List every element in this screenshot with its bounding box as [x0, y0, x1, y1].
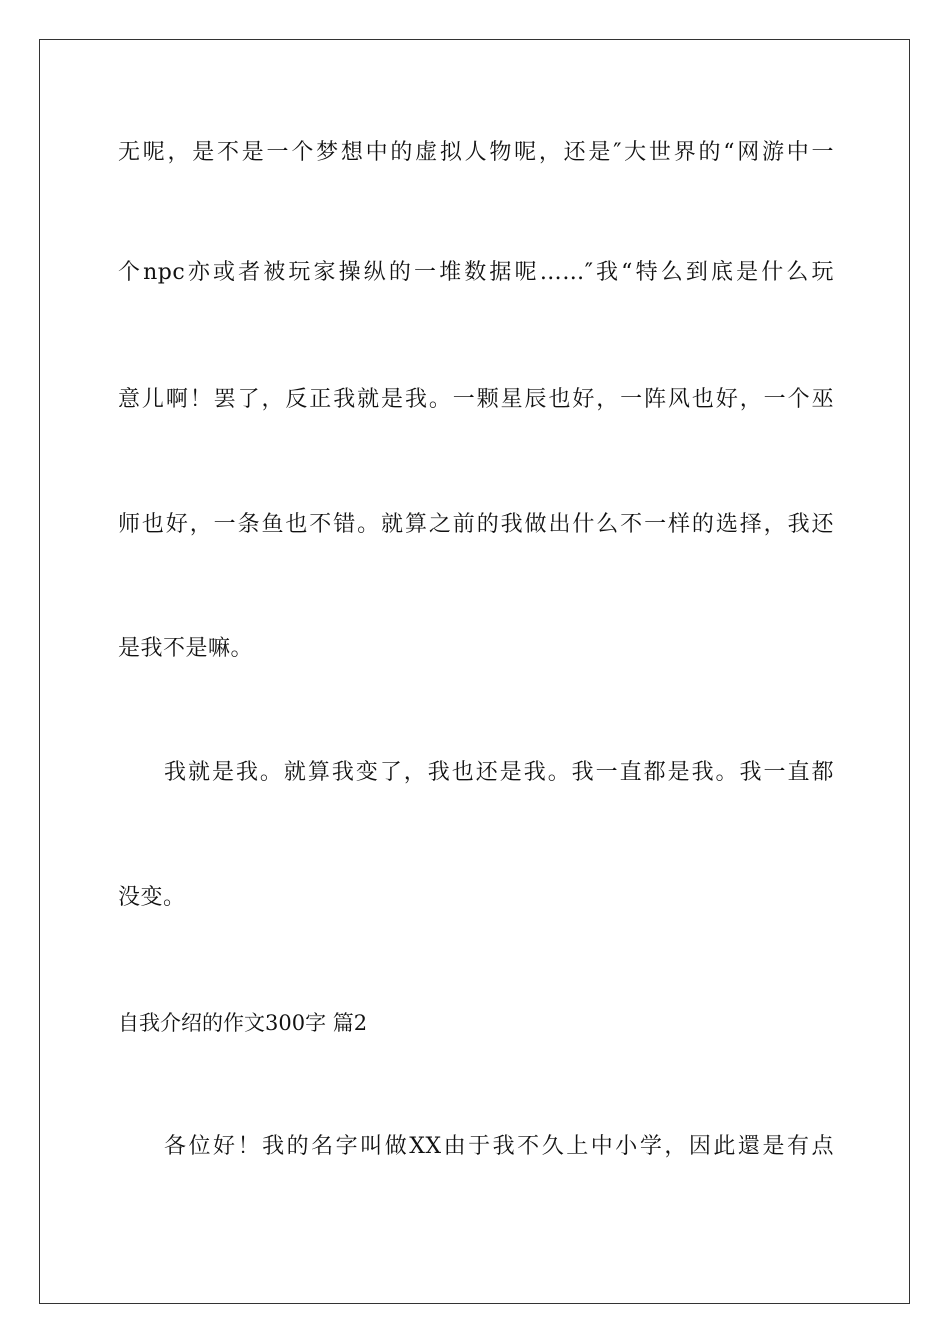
- paragraph-line: 个npc亦或者被玩家操纵的一堆数据呢……″我“特么到底是什么玩: [118, 260, 834, 285]
- paragraph-line: 各位好！我的名字叫做XX由于我不久上中小学，因此還是有点: [164, 1134, 834, 1159]
- paragraph-line: 是我不是嘛。: [118, 636, 254, 661]
- paragraph-line: 师也好，一条鱼也不错。就算之前的我做出什么不一样的选择，我还: [118, 512, 834, 537]
- paragraph-line: 意儿啊！罢了，反正我就是我。一颗星辰也好，一阵风也好，一个巫: [118, 387, 834, 412]
- section-heading: 自我介绍的作文300字 篇2: [118, 1011, 368, 1035]
- paragraph-line: 我就是我。就算我变了，我也还是我。我一直都是我。我一直都: [164, 760, 834, 785]
- page-frame: [39, 39, 910, 1304]
- paragraph-line: 无呢，是不是一个梦想中的虚拟人物呢，还是″大世界的“网游中一: [118, 140, 834, 165]
- paragraph-line: 没变。: [118, 885, 186, 910]
